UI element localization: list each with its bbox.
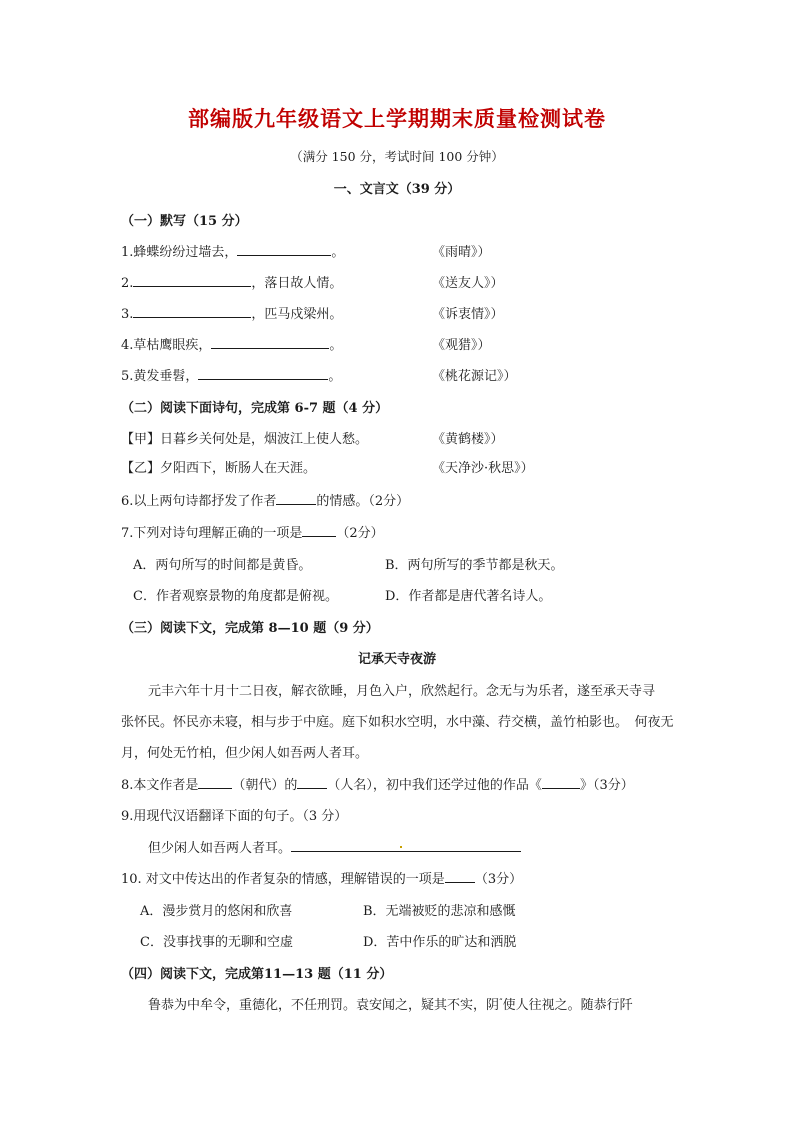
poem-source: 《雨晴》）: [432, 245, 491, 260]
answer-blank[interactable]: [198, 367, 328, 380]
question-text: 4.草枯鹰眼疾，: [121, 338, 212, 353]
passage-text: 使人往视之。随恭行阡: [502, 998, 633, 1013]
section-heading: （一）默写（15 分）: [121, 214, 248, 229]
passage-line: 鲁恭为中牟令，重德化，不任刑罚。袁安闻之，疑其不实，阴“使人往视之。随恭行阡: [148, 997, 633, 1013]
poem-line: 【乙】夕阳西下，断肠人在天涯。: [121, 461, 317, 476]
question-text: （2分）: [336, 526, 384, 541]
section-heading: （三）阅读下文，完成第 8—10 题（9 分）: [121, 621, 379, 636]
question-text: 7.下列对诗句理解正确的一项是: [121, 526, 303, 541]
question-row: [121, 365, 341, 384]
answer-blank[interactable]: [276, 492, 316, 505]
option-d[interactable]: D．作者都是唐代著名诗人。: [385, 589, 552, 604]
answer-blank[interactable]: [133, 274, 251, 287]
answer-blank[interactable]: [198, 776, 232, 789]
passage-title: 记承天寺夜游: [357, 652, 436, 667]
answer-blank[interactable]: [291, 839, 521, 852]
question-row: [148, 837, 521, 856]
question-text: 3.: [121, 307, 134, 322]
question-text: 1.蜂蝶纷纷过墙去，: [121, 245, 238, 260]
answer-blank[interactable]: [133, 305, 251, 318]
question-row: [121, 490, 409, 509]
question-text: （人名），初中我们还学过他的作品《: [327, 778, 542, 793]
question-row: [121, 774, 634, 793]
question-row: [121, 868, 522, 887]
question-text: （3分）: [474, 872, 523, 887]
question-text: 5.黄发垂髫，: [121, 369, 199, 384]
passage-line: 张怀民。怀民亦未寝，相与步于中庭。庭下如积水空明，水中藻、荇交横，盖竹柏影也。 何夜无: [121, 715, 674, 730]
poem-source: 《送友人》）: [432, 276, 504, 291]
option-c[interactable]: C．没事找事的无聊和空虚: [140, 935, 293, 950]
answer-blank[interactable]: [211, 336, 329, 349]
question-row: [121, 303, 342, 322]
score-time-note: （满分 150 分，考试时间 100 分钟）: [290, 149, 504, 164]
answer-blank[interactable]: [445, 870, 475, 883]
option-b[interactable]: B．两句所写的季节都是秋天。: [385, 558, 564, 573]
poem-source: 《黄鹤楼》）: [432, 432, 504, 447]
option-b[interactable]: B．无端被贬的悲凉和感慨: [363, 904, 516, 919]
question-text: 的情感。（2分）: [316, 494, 410, 509]
question-text: ，匹马戍梁州。: [251, 307, 343, 322]
question-text: 。: [331, 245, 345, 260]
question-text: 8.本文作者是: [121, 778, 199, 793]
question-text: 6.以上两句诗都抒发了作者: [121, 494, 277, 509]
option-a[interactable]: A．两句所写的时间都是黄昏。: [133, 558, 312, 573]
section-heading: （二）阅读下面诗句，完成第 6-7 题（4 分）: [121, 401, 389, 416]
poem-source: 《观猎》）: [432, 338, 491, 353]
passage-text: 鲁恭为中牟令，重德化，不任刑罚。袁安闻之，疑其不实，阴: [148, 998, 500, 1013]
question-row: [121, 272, 342, 291]
option-d[interactable]: D．苦中作乐的旷达和洒脱: [363, 935, 517, 950]
answer-blank[interactable]: [542, 776, 580, 789]
passage-line: 月，何处无竹柏，但少闲人如吾两人者耳。: [121, 746, 369, 761]
quoted-sentence: 但少闲人如吾两人者耳。: [148, 841, 292, 856]
question-row: [121, 334, 342, 353]
question-text: ，落日故人情。: [251, 276, 343, 291]
passage-line: 元丰六年十月十二日夜，解衣欲睡，月色入户，欣然起行。念无与为乐者，遂至承天寺寻: [148, 684, 656, 699]
question-row: [121, 522, 384, 541]
page-title: 部编版九年级语文上学期期末质量检测试卷: [188, 107, 606, 131]
question-text: 2.: [121, 276, 134, 291]
option-a[interactable]: A．漫步赏月的悠闲和欣喜: [140, 904, 293, 919]
answer-blank[interactable]: [237, 243, 331, 256]
question-text: 。: [329, 338, 343, 353]
question-row: [121, 241, 344, 260]
poem-source: 《桃花源记》）: [432, 369, 517, 384]
section-heading: （四）阅读下文，完成第11—13 题（11 分）: [121, 967, 393, 982]
part-heading: 一、文言文（39 分）: [333, 182, 461, 197]
poem-source: 《天净沙·秋思》）: [432, 461, 534, 476]
question-text: 9.用现代汉语翻译下面的句子。（3 分）: [121, 809, 348, 824]
answer-blank[interactable]: [297, 776, 327, 789]
answer-blank[interactable]: [302, 524, 336, 537]
poem-source: 《诉衷情》）: [432, 307, 504, 322]
question-text: 》（3分）: [579, 778, 634, 793]
ink-dot: [400, 846, 402, 848]
question-text: 。: [328, 369, 342, 384]
question-text: 10. 对文中传达出的作者复杂的情感，理解错误的一项是: [121, 872, 445, 887]
option-c[interactable]: C．作者观察景物的角度都是俯视。: [133, 589, 338, 604]
question-text: （朝代）的: [232, 778, 298, 793]
poem-line: 【甲】日暮乡关何处是，烟波江上使人愁。: [121, 432, 369, 447]
